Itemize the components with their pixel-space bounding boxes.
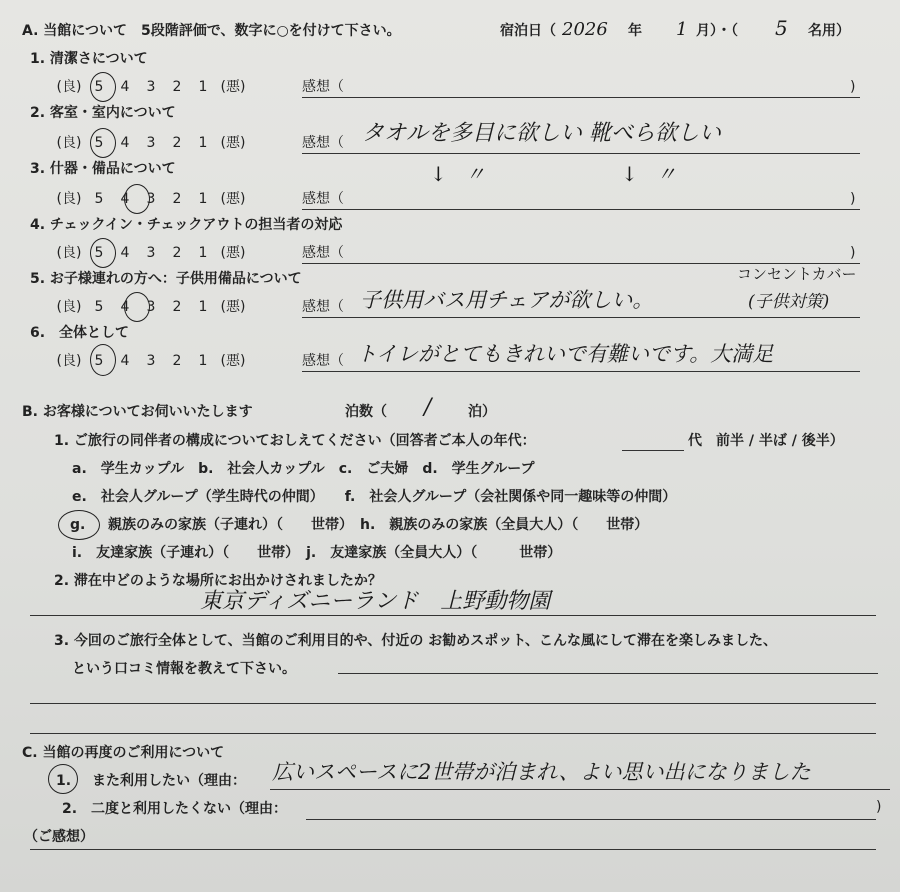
good-label: (良): [56, 353, 82, 369]
score-2[interactable]: 2: [172, 245, 182, 261]
item-3-comment: ↓ 〃 ↓ 〃: [430, 162, 683, 186]
item-6-rating: [52, 352, 250, 370]
year-label: 年: [628, 23, 642, 39]
companion-row-i: i. 友達家族（子連れ）（ 世帯） j. 友達家族（全員大人）（ 世帯）: [72, 545, 562, 561]
stay-month: 1: [676, 19, 688, 40]
answer-line[interactable]: [338, 673, 878, 674]
selection-circle: [90, 72, 116, 102]
item-5-comment: 子供用バス用チェアが欲しい。: [360, 288, 654, 312]
score-2[interactable]: 2: [172, 79, 182, 95]
underline: [302, 209, 860, 210]
answer-line[interactable]: [30, 703, 876, 704]
bad-label: (悪): [220, 191, 246, 207]
close-paren: ): [850, 245, 856, 261]
item-2-comment: タオルを多目に欲しい 靴べら欲しい: [362, 121, 721, 146]
good-label: (良): [56, 245, 82, 261]
feedback-label: （ご感想）: [24, 829, 94, 845]
item-1-rating: [52, 78, 250, 96]
score-3[interactable]: 3: [146, 353, 156, 369]
selection-circle: [124, 184, 150, 214]
item-5-note: コンセントカバー: [737, 265, 857, 283]
score-1[interactable]: 1: [198, 79, 208, 95]
revisit-option-1[interactable]: 1.: [56, 773, 72, 789]
q3-label-2: という口コミ情報を教えて下さい。: [72, 661, 296, 677]
q2-label: 2. 滞在中どのような場所にお出かけされましたか？: [54, 573, 382, 589]
item-4-title: 4. チェックイン・チェックアウトの担当者の対応: [30, 217, 343, 233]
score-2[interactable]: 2: [172, 191, 182, 207]
stay-date-label: 宿泊日（: [500, 23, 556, 39]
bad-label: (悪): [220, 245, 246, 261]
bad-label: (悪): [220, 299, 246, 315]
good-label: (良): [56, 79, 82, 95]
score-5[interactable]: 5: [94, 245, 104, 261]
revisit-label-1: また利用したい（理由：: [92, 773, 246, 789]
score-4[interactable]: 4: [120, 79, 130, 95]
close-paren: ): [850, 191, 856, 207]
item-6-title: 6. 全体として: [30, 325, 130, 341]
score-5[interactable]: 5: [94, 353, 104, 369]
score-5[interactable]: 5: [94, 299, 104, 315]
underline: [302, 153, 860, 154]
score-1[interactable]: 1: [198, 191, 208, 207]
companion-row-g: 親族のみの家族（子連れ）（ 世帯） h. 親族のみの家族（全員大人）（ 世帯）: [108, 517, 649, 533]
revisit-reason: 広いスペースに2世帯が泊まれ、よい思い出になりました: [272, 760, 811, 784]
q1-label: 1. ご旅行の同伴者の構成についておしえてください（回答者ご本人の年代：: [54, 433, 536, 449]
impression-label: 感想（: [302, 299, 344, 315]
guests-label: 名用）: [808, 23, 850, 39]
score-4[interactable]: 4: [120, 245, 130, 261]
score-5[interactable]: 5: [94, 135, 104, 151]
item-4-rating: [52, 244, 250, 262]
item-1-title: 1. 清潔さについて: [30, 51, 148, 67]
age-options: 代 前半 / 半ば / 後半）: [688, 433, 844, 449]
item-6-comment: トイレがとてもきれいで有難いです。大満足: [356, 342, 774, 366]
bad-label: (悪): [220, 79, 246, 95]
answer-line: [30, 615, 876, 616]
good-label: (良): [56, 299, 82, 315]
score-3[interactable]: 3: [146, 135, 156, 151]
item-5-comment-2: (子供対策): [748, 292, 830, 312]
score-4[interactable]: 4: [120, 299, 130, 315]
score-3[interactable]: 3: [146, 299, 156, 315]
score-5[interactable]: 5: [94, 191, 104, 207]
impression-label: 感想（: [302, 135, 344, 151]
q3-label-1: 3. 今回のご旅行全体として、当館のご利用目的や、付近の お勧めスポット、こんな風にして滞在を楽しみました、: [54, 633, 777, 649]
section-b-heading: B. お客様についてお伺いいたします: [22, 404, 253, 420]
good-label: (良): [56, 191, 82, 207]
impression-label: 感想（: [302, 191, 344, 207]
good-label: (良): [56, 135, 82, 151]
score-1[interactable]: 1: [198, 299, 208, 315]
item-2-title: 2. 客室・室内について: [30, 105, 176, 121]
nights-value: /: [424, 395, 432, 420]
selection-circle: [124, 292, 150, 322]
underline: [302, 317, 860, 318]
score-4[interactable]: 4: [120, 191, 130, 207]
score-3[interactable]: 3: [146, 79, 156, 95]
item-2-rating: [52, 134, 250, 152]
selection-circle: [90, 128, 116, 158]
revisit-label-2: 2. 二度と利用したくない（理由：: [62, 801, 288, 817]
bad-label: (悪): [220, 353, 246, 369]
selection-circle: [90, 344, 116, 376]
stay-year: 2026: [562, 19, 608, 40]
score-2[interactable]: 2: [172, 135, 182, 151]
companion-row-a: a. 学生カップル b. 社会人カップル c. ご夫婦 d. 学生グループ: [72, 461, 535, 477]
month-label: 月）・（: [696, 23, 738, 39]
companion-row-e: e. 社会人グループ（学生時代の仲間） f. 社会人グループ（会社関係や同一趣味等の仲間）: [72, 489, 677, 505]
score-1[interactable]: 1: [198, 135, 208, 151]
selection-circle: [90, 238, 116, 268]
bad-label: (悪): [220, 135, 246, 151]
age-blank[interactable]: [622, 450, 684, 451]
item-5-rating: [52, 298, 250, 316]
answer-line[interactable]: [306, 819, 876, 820]
score-4[interactable]: 4: [120, 353, 130, 369]
section-a-heading: A. 当館について 5段階評価で、数字に○を付けて下さい。: [22, 23, 401, 39]
item-3-rating: [52, 190, 250, 208]
q2-answer: 東京ディズニーランド 上野動物園: [200, 589, 551, 614]
impression-label: 感想（: [302, 79, 344, 95]
impression-label: 感想（: [302, 353, 344, 369]
answer-line[interactable]: [30, 733, 876, 734]
answer-line[interactable]: [30, 849, 876, 850]
score-5[interactable]: 5: [94, 79, 104, 95]
score-3[interactable]: 3: [146, 191, 156, 207]
score-1[interactable]: 1: [198, 245, 208, 261]
score-1[interactable]: 1: [198, 353, 208, 369]
answer-line: [270, 789, 890, 790]
item-5-title: 5. お子様連れの方へ：子供用備品について: [30, 271, 302, 287]
item-3-title: 3. 什器・備品について: [30, 161, 176, 177]
score-2[interactable]: 2: [172, 353, 182, 369]
score-4[interactable]: 4: [120, 135, 130, 151]
companion-g-option[interactable]: g.: [70, 517, 86, 533]
underline: [302, 97, 860, 98]
close-paren: ): [850, 79, 856, 95]
guest-count: 5: [775, 16, 788, 40]
score-3[interactable]: 3: [146, 245, 156, 261]
close-paren: ): [876, 799, 882, 815]
impression-label: 感想（: [302, 245, 344, 261]
section-c-heading: C. 当館の再度のご利用について: [22, 745, 225, 761]
underline: [302, 371, 860, 372]
nights-unit: 泊）: [468, 404, 496, 420]
nights-label: 泊数（: [345, 404, 387, 420]
score-2[interactable]: 2: [172, 299, 182, 315]
